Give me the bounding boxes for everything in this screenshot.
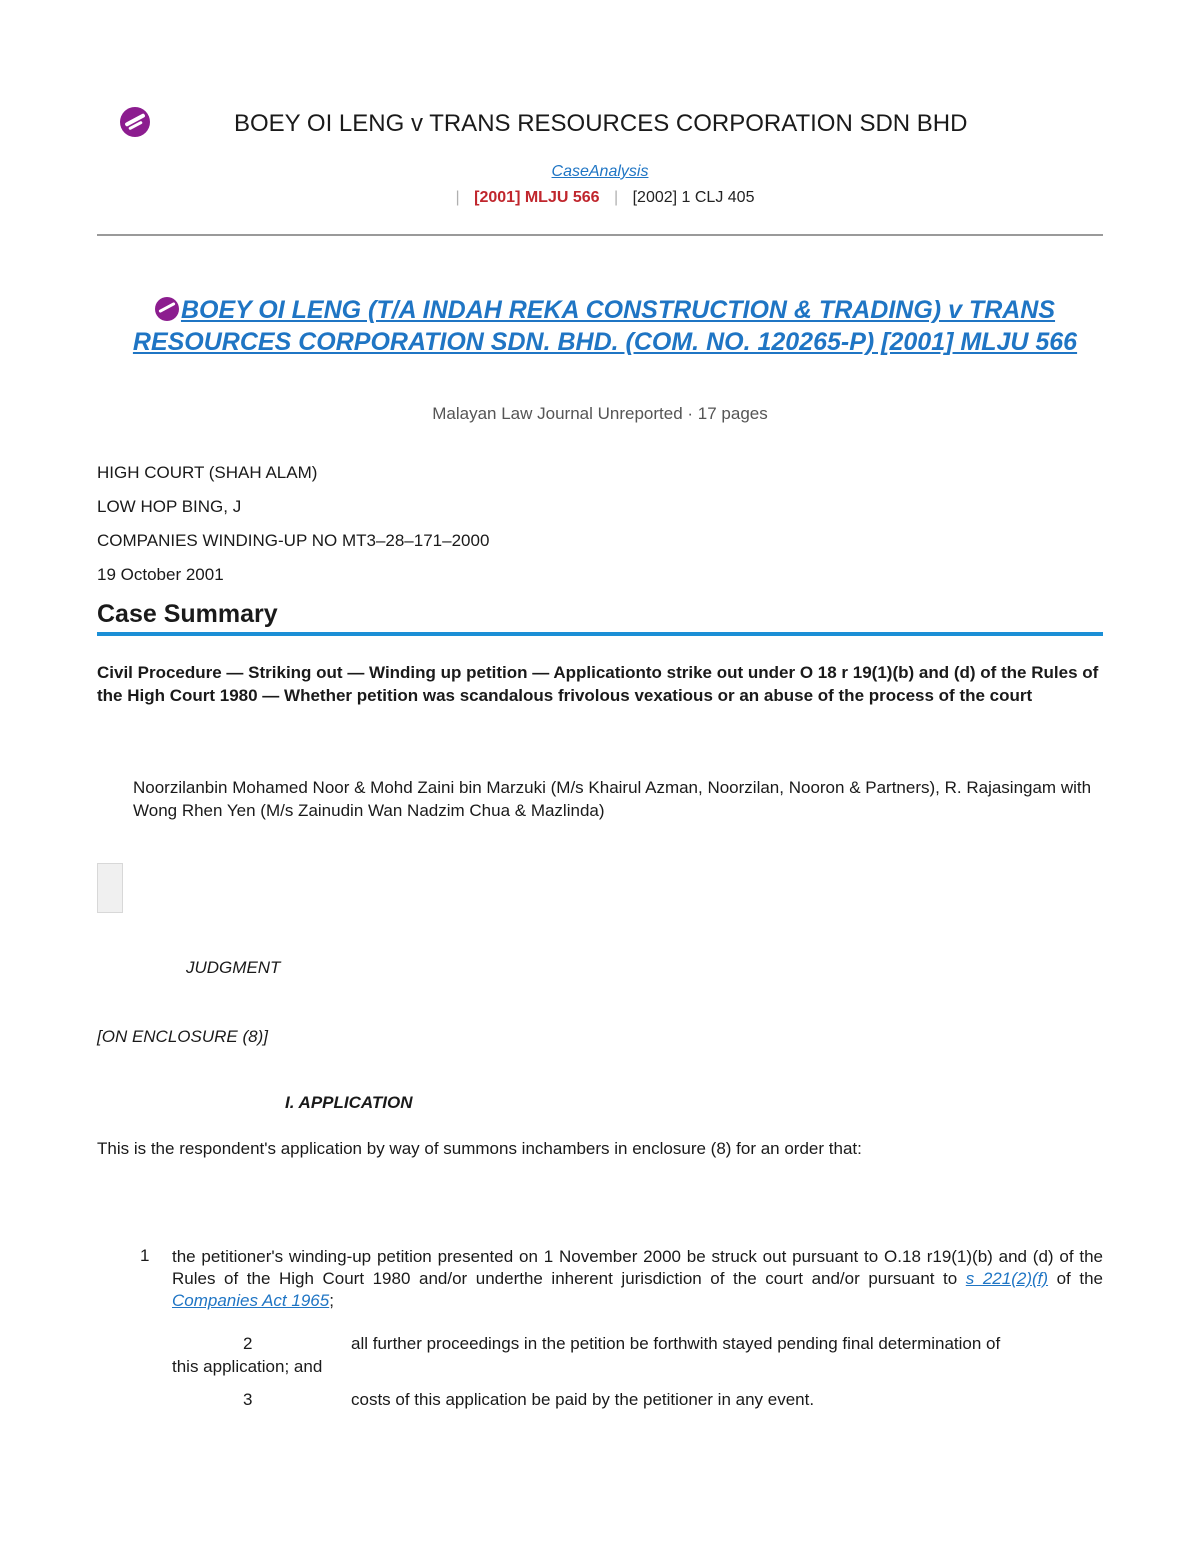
companies-act-link[interactable]: Companies Act 1965: [172, 1291, 330, 1310]
judge-name: LOW HOP BING, J: [97, 497, 242, 516]
section-221-link[interactable]: s 221(2)(f): [965, 1269, 1049, 1288]
list-item-number: 1: [140, 1246, 150, 1265]
list-item-1: [172, 1246, 1103, 1312]
case-summary-title: Case Summary: [97, 600, 278, 628]
citation-primary[interactable]: [2001] MLJU 566: [474, 189, 600, 206]
citation-secondary[interactable]: [2002] 1 CLJ 405: [632, 189, 755, 206]
list-item-text: ;: [329, 1291, 334, 1310]
document-heading-text[interactable]: BOEY OI LENG (T/A INDAH REKA CONSTRUCTION & TRADING) v TRANS RESOURCES CORPORATION SDN. BHD. (COM. NO. 120265-P) [2001] MLJU 566: [132, 296, 1078, 356]
case-summary-divider: [97, 632, 1103, 636]
header-divider: [97, 234, 1103, 236]
citation-separator: |: [455, 189, 460, 206]
list-item-3: costs of this application be paid by the petitioner in any event.: [351, 1390, 815, 1409]
judgment-date: 19 October 2001: [97, 565, 224, 584]
list-item-number: 3: [243, 1390, 253, 1409]
catchwords: Civil Procedure — Striking out — Winding up petition — Applicationto strike out under O 18 r 19(1)(b) and (d) of the Rules of the High Court 1980 — Whether petition was scandalous frivolous vexatious or an abuse of the process of the court: [97, 663, 1099, 705]
application-intro: This is the respondent's application by way of summons inchambers in enclosure (8) for an order that:: [97, 1139, 862, 1158]
enclosure-note: [ON ENCLOSURE (8)]: [97, 1027, 268, 1046]
court-name: HIGH COURT (SHAH ALAM): [97, 463, 318, 482]
list-item-2: all further proceedings in the petition be forthwith stayed pending final determination of: [351, 1334, 1001, 1353]
case-analysis-link[interactable]: CaseAnalysis: [551, 163, 649, 180]
list-item-2-continuation: this application; and: [172, 1357, 323, 1376]
judgment-title: JUDGMENT: [186, 958, 281, 977]
document-header-title: BOEY OI LENG v TRANS RESOURCES CORPORATION SDN BHD: [234, 110, 968, 137]
document-heading-link[interactable]: [105, 294, 1105, 358]
citation-separator: |: [613, 189, 619, 206]
application-section-title: I. APPLICATION: [285, 1093, 413, 1112]
list-item-text: the petitioner's winding-up petition presented on 1 November 2000 be struck out pursuant to O.18 r19(1)(b) and (d) of the Rules of the High Court 1980 and/or underthe inherent jurisdiction of the court and/or pursuant to: [172, 1247, 1103, 1288]
citations-bar: [0, 189, 1200, 207]
source-line: Malayan Law Journal Unreported · 17 pages: [432, 404, 768, 423]
counsel-list: Noorzilanbin Mohamed Noor & Mohd Zaini bin Marzuki (M/s Khairul Azman, Noorzilan, Nooron & Partners), R. Rajasingam with Wong Rhen Yen (M/s Zainudin Wan Nadzim Chua & Mazlinda): [133, 778, 1092, 820]
list-item-number: 2: [243, 1334, 253, 1353]
brand-logo-icon: [155, 297, 179, 321]
image-placeholder: [97, 863, 123, 913]
case-number: COMPANIES WINDING-UP NO MT3–28–171–2000: [97, 531, 490, 550]
brand-logo-icon: [120, 107, 150, 137]
list-item-text: of the: [1048, 1269, 1103, 1288]
